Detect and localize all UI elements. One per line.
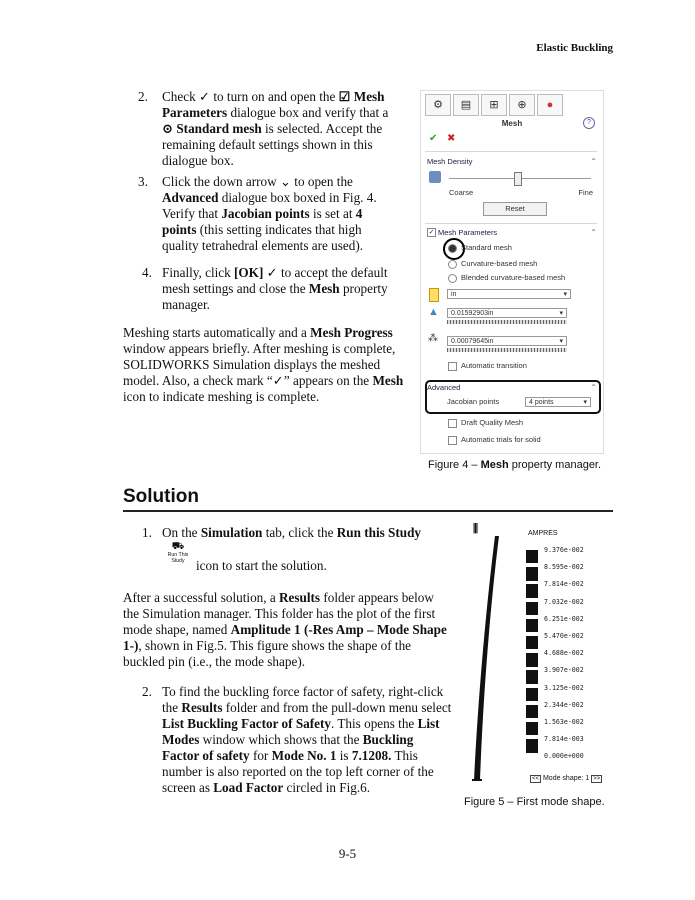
collapse-icon[interactable]: ⌃ [590,228,597,237]
bold-run: ☑ Mesh Parameters [162,89,385,120]
text-run: for [249,748,272,763]
legend-tick-label: 7.032e-002 [544,597,584,606]
bold-run: Advanced [162,190,219,205]
curvature-mesh-label: Curvature-based mesh [461,259,538,268]
text-run: is selected. Accept the remaining default settings shown in this dialogue box. [162,121,383,168]
step-3-number: 3. [138,174,148,189]
bold-run: 4 points [162,206,363,237]
legend-tick-label: 9.376e-002 [544,546,584,554]
tolerance-icon: ⁂ [428,333,438,344]
solution-step-1-text [162,525,452,541]
jacobian-value: 4 points [529,399,554,406]
curvature-mesh-radio[interactable] [448,260,457,269]
text-run: dialogue box boxed in Fig. 4. Verify that [162,190,377,221]
feature-manager-icon[interactable]: ⚙ [425,94,451,116]
fine-label: Fine [578,188,593,197]
auto-transition-checkbox[interactable] [448,362,457,371]
configuration-icon[interactable]: ⊞ [481,94,507,116]
figure-5-caption: Figure 5 – First mode shape. [464,796,605,808]
legend-title: AMPRES [528,530,558,537]
unit-select[interactable] [447,289,571,299]
text-run: folder appears below the Simulation manager. This folder has the plot of the first mode shape, named [123,590,436,637]
legend-tick-label: 8.595e-002 [544,563,584,572]
legend-tick-label: 1.563e-002 [544,718,584,726]
text-run: tab, click the [262,525,337,540]
draft-quality-label: Draft Quality Mesh [461,418,524,427]
text-run: window which shows that the [199,732,363,747]
bold-run: [OK] [234,265,264,280]
running-header: Elastic Buckling [536,42,613,54]
auto-trials-label: Automatic trials for solid [461,435,541,444]
bold-run: Buckling Factor of safety [162,732,414,763]
legend-tick-label: 5.470e-002 [544,632,584,640]
section-rule [123,510,613,512]
mesh-property-manager [420,90,604,454]
jacobian-label: Jacobian points [447,397,500,406]
text-run: to turn on and open the [210,89,339,104]
blended-mesh-radio[interactable] [448,274,457,283]
next-mode-button[interactable]: >> [593,776,601,782]
mode-shape-label: Mode shape: 1 [542,775,590,782]
step-2-number: 2. [138,89,148,104]
legend-color-segment [526,602,538,615]
text-run: to open the [291,174,353,189]
text-run: is set at [309,206,356,221]
tolerance-input[interactable] [447,336,567,346]
chevron-down-icon: ▾ [583,399,587,406]
auto-transition-label: Automatic transition [461,361,527,370]
mesh-parameters-checkbox[interactable]: ✓ [428,229,435,236]
collapse-icon[interactable]: ⌃ [590,383,597,392]
text-run: folder and from the pull-down menu select [222,700,452,715]
density-slider-thumb[interactable] [514,172,522,186]
bold-run: Amplitude 1 (-Res Amp – Mode Shape 1-) [123,622,447,653]
coarse-label: Coarse [449,188,474,197]
standard-mesh-radio[interactable] [448,244,457,253]
text-run: Meshing starts automatically and a [123,325,311,340]
spin-icon: ▾ [559,338,563,345]
legend-tick-label: 3.907e-002 [544,666,584,675]
chevron-down-icon: ▾ [563,291,567,298]
text-run: Finally, click [162,265,235,280]
advanced-header[interactable]: Advanced [427,383,461,392]
legend-color-segment [526,722,538,735]
collapse-icon[interactable]: ⌃ [590,157,597,166]
appearance-icon[interactable]: ● [537,94,563,116]
mesh-parameters-header: Mesh Parameters [438,228,498,237]
solution-step-1-number: 1. [142,525,152,540]
run-this-study-button[interactable] [164,541,192,564]
solution-step-2-number: 2. [142,684,152,699]
text-run: , shown in Fig.5. This figure shows the shape of the buckled pin (i.e., the mode shape). [123,638,412,669]
legend-tick-label: 3.125e-002 [544,683,584,692]
legend-tick-label: 0.000e+000 [544,752,584,761]
bold-run: Mesh Progress [310,325,393,340]
cancel-icon[interactable]: ✖ [447,133,456,144]
text-run: is [336,748,352,763]
text-run: dialogue box and verify that a [227,105,389,120]
caption-suffix: property manager. [508,459,602,471]
section-heading-solution: Solution [123,486,199,507]
legend-tick-label: 6.251e-002 [544,614,584,623]
mesh-density-header[interactable]: Mesh Density [427,157,473,166]
text-run: To find the buckling force factor of safety, right-click the [162,684,444,715]
auto-trials-checkbox[interactable] [448,436,457,445]
legend-color-segment [526,670,538,683]
bold-run: Mesh [308,281,340,296]
figure-4-caption [428,459,601,471]
bold-run: Results [279,590,321,605]
text-run: ✓ [199,89,211,104]
buckled-pin-mode-shape [462,528,506,788]
text-run: This number is also reported on the top left corner of the screen as [162,748,434,795]
caption-prefix: Figure 4 – [428,459,481,471]
bold-run: Mesh [372,373,404,388]
fixture-icon: ⫼ [473,523,479,535]
text-run: ✓ to accept the default mesh settings and close the [162,265,388,296]
divider [425,151,597,152]
legend-color-segment [526,739,538,752]
element-size-input[interactable] [447,308,567,318]
unit-value: in [451,291,457,298]
reset-button[interactable]: Reset [483,202,547,216]
text-run: (this setting indicates that high quality tetrahedral elements are used). [162,222,364,253]
standard-mesh-label: Standard mesh [461,243,512,252]
legend-color-segment [526,567,538,580]
legend-color-segment [526,636,538,649]
mesh-density-icon [429,171,441,183]
text-run: window appears briefly. After meshing is complete, SOLIDWORKS Simulation displays the meshed model. Also, a check mark “✓” appears on the [123,341,396,388]
element-size-value: 0.01592903in [451,310,494,317]
legend-color-segment [526,705,538,718]
divider [425,223,597,224]
bold-run: Mode No. 1 [271,748,337,763]
bold-run: 7.1208. [351,748,392,763]
text-run: Check [162,89,199,104]
dimxpert-icon[interactable]: ⊕ [509,94,535,116]
step-4-text [162,265,400,313]
bold-run: List Modes [162,716,440,747]
tolerance-value: 0.00079645in [451,338,494,345]
page-number: 9-5 [338,846,357,861]
element-size-icon: ▲ [428,306,439,318]
step-2-text [162,89,400,169]
ok-icon[interactable]: ✔ [429,133,438,144]
results-paragraph [123,590,453,670]
bold-run: Simulation [200,525,263,540]
run-study-icon: ⛟ [171,541,185,552]
element-size-slider[interactable] [447,320,567,324]
solution-step-1-tail: icon to start the solution. [196,558,327,573]
text-run: After a successful solution, a [123,590,280,605]
legend-tick-label: 4.688e-002 [544,649,584,658]
bold-run: ⊙ Standard mesh [162,121,262,136]
text-run: property manager. [162,281,388,312]
text-run: circled in Fig.6. [283,780,371,795]
bold-run: Results [181,700,223,715]
caption-bold: Mesh [480,459,509,471]
tolerance-slider[interactable] [447,348,567,352]
run-study-label: Run This Study [167,552,189,564]
unit-icon [429,288,439,302]
meshing-paragraph [123,325,413,405]
help-icon[interactable]: ? [583,117,595,129]
mode-shape-navigator [530,775,602,782]
spin-icon: ▾ [559,310,563,317]
bold-run: Load Factor [213,780,284,795]
legend-color-segment [526,688,538,701]
step-4-number: 4. [142,265,152,280]
legend-tick-label: 7.814e-002 [544,580,584,589]
text-run: Click the down arrow [162,174,280,189]
panel-title: Mesh [501,119,523,128]
text-run: icon to indicate meshing is complete. [123,389,320,404]
legend-color-segment [526,619,538,632]
legend-color-segment [526,550,538,563]
legend-color-segment [526,653,538,666]
draft-quality-checkbox[interactable] [448,419,457,428]
jacobian-select[interactable] [525,397,591,407]
legend-tick-label: 2.344e-002 [544,700,584,709]
text-run: On the [162,525,201,540]
text-run: ⌄ [279,174,291,189]
step-3-text [162,174,400,254]
legend-color-segment [526,584,538,597]
solution-step-2-text [162,684,452,796]
bold-run: List Buckling Factor of Safety [162,716,331,731]
blended-mesh-label: Blended curvature-based mesh [461,273,566,282]
bold-run: Run this Study [336,525,422,540]
text-run: . This opens the [331,716,418,731]
bold-run: Jacobian points [221,206,310,221]
legend-tick-label: 7.814e-003 [544,735,584,744]
previous-mode-button[interactable]: << [532,776,540,782]
property-manager-icon[interactable]: ▤ [453,94,479,116]
